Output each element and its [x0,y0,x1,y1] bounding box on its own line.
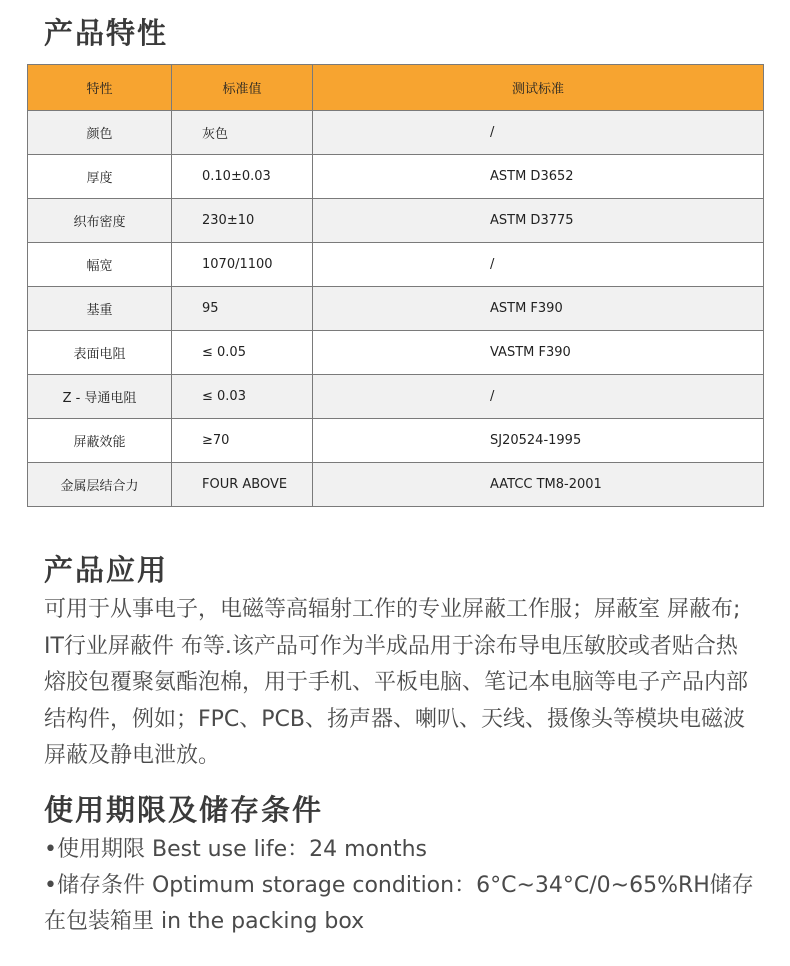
storage-list [44,832,756,940]
property-cell: 金属层结合力 [28,463,172,507]
table-row [28,199,764,243]
test-standard-cell: ASTM F390 [313,287,764,331]
value-cell: 0.10±0.03 [172,155,313,199]
property-cell: 颜色 [28,111,172,155]
test-standard-cell: SJ20524-1995 [313,419,764,463]
header-test-standard: 测试标准 [313,65,764,111]
value-cell: 灰色 [172,111,313,155]
property-cell: 厚度 [28,155,172,199]
test-standard-cell: VASTM F390 [313,331,764,375]
table-row [28,375,764,419]
property-cell: 基重 [28,287,172,331]
property-cell: 织布密度 [28,199,172,243]
header-standard-value: 标准值 [172,65,313,111]
value-cell: ≥70 [172,419,313,463]
test-standard-cell: ASTM D3652 [313,155,764,199]
property-cell: Z - 导通电阻 [28,375,172,419]
properties-title: 产品特性 [44,16,169,50]
value-cell: 230±10 [172,199,313,243]
property-cell: 表面电阻 [28,331,172,375]
shelf-life-item: • 使用期限 Best use life：24 months [44,832,756,868]
table-header-row [28,65,764,111]
header-property: 特性 [28,65,172,111]
test-standard-cell: / [313,111,764,155]
test-standard-cell: / [313,243,764,287]
test-standard-cell: AATCC TM8-2001 [313,463,764,507]
table-row [28,111,764,155]
property-cell: 幅宽 [28,243,172,287]
property-cell: 屏蔽效能 [28,419,172,463]
table-row [28,287,764,331]
table-row [28,331,764,375]
test-standard-cell: / [313,375,764,419]
storage-title: 使用期限及储存条件 [44,793,324,827]
test-standard-cell: ASTM D3775 [313,199,764,243]
value-cell: ≤ 0.05 [172,331,313,375]
storage-condition-item: • 储存条件 Optimum storage condition：6°C~34°C/0~65%RH储存在包装箱里 in the packing box [44,868,756,940]
table-row [28,419,764,463]
table-row [28,243,764,287]
spec-table [27,64,764,507]
value-cell: 1070/1100 [172,243,313,287]
application-description: 可用于从事电子，电磁等高辐射工作的专业屏蔽工作服；屏蔽室 屏蔽布; IT行业屏蔽件 布等.该产品可作为半成品用于涂布导电压敏胶或者贴合热熔胶包覆聚氨酯泡棉，用于手机、平板电脑、笔记本电脑等电子产品内部结构件，例如；FPC、PCB、扬声器、喇叭、天线、摄像头等模块电磁波屏蔽及静电泄放。 [44,597,749,768]
value-cell: 95 [172,287,313,331]
table-row [28,155,764,199]
application-title: 产品应用 [44,553,169,587]
value-cell: ≤ 0.03 [172,375,313,419]
value-cell: FOUR ABOVE [172,463,313,507]
table-row [28,463,764,507]
